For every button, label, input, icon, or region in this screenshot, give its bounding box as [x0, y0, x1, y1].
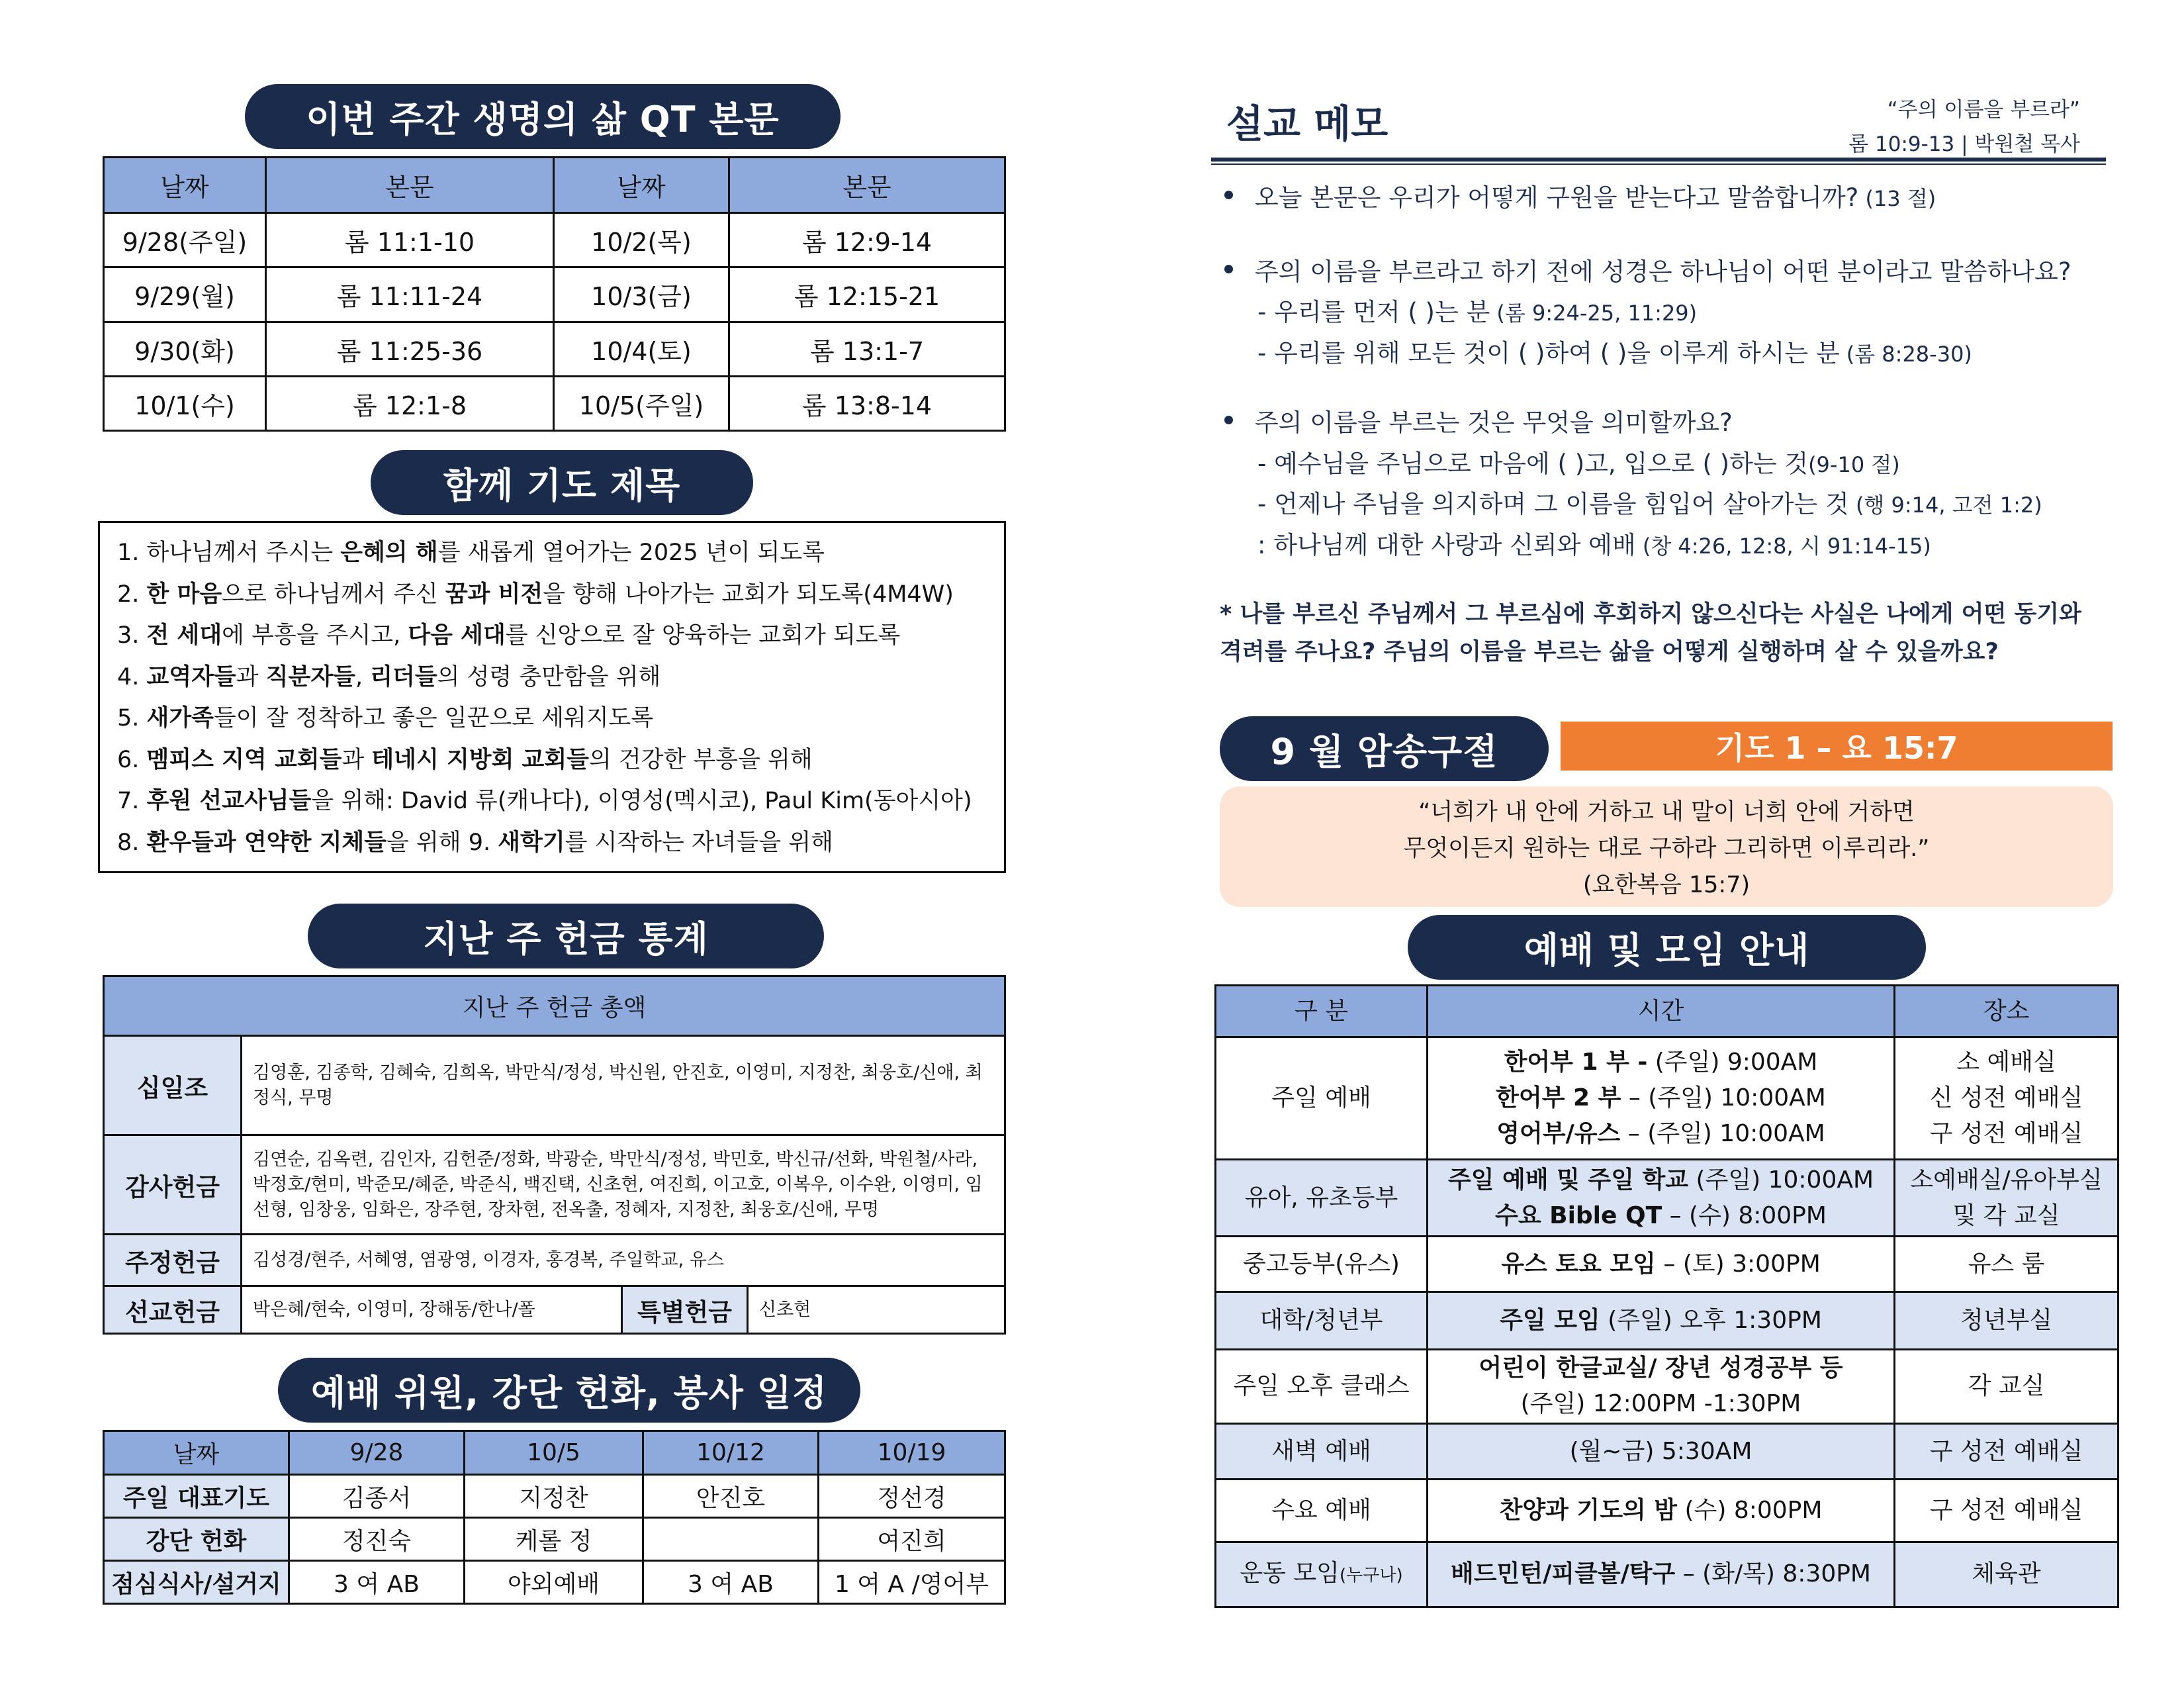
thanks-names: 김연순, 김옥련, 김인자, 김헌준/정화, 박광순, 박만식/정성, 박민호, 박신규/선화, 박원철/사라, 박정호/현미, 박준모/혜준, 박준식, 백진택, 신초현, 여진희, 이고호, 이복우, 이수완, 이영미, 임선형, 임창웅, 임화은, 장주현, 장차현, 전옥출, 정혜자, 지정찬, 최웅호/신애, 무명 — [242, 1135, 1005, 1235]
worship-place: 청년부실 — [1895, 1292, 2118, 1349]
schedule-header: 10/12 — [643, 1431, 819, 1475]
schedule-cell: 안진호 — [643, 1475, 819, 1518]
prayer-item: 1. 하나님께서 주시는 은혜의 해를 새롭게 열어가는 2025 년이 되도록 — [117, 540, 825, 566]
worship-time: 어린이 한글교실/ 장년 성경공부 등 (주일) 12:00PM -1:30PM — [1428, 1349, 1895, 1423]
worship-place: 구 성전 예배실 — [1895, 1480, 2118, 1542]
worship-table — [1214, 984, 2119, 1608]
schedule-role: 주일 대표기도 — [104, 1475, 289, 1518]
table-row — [1216, 1159, 2118, 1236]
qt-date: 10/2(목) — [554, 213, 729, 267]
prayer-list — [98, 521, 1006, 873]
table-row — [1216, 1480, 2118, 1542]
memo-subquestion: - 언제나 주님을 의지하며 그 이름을 힘입어 살아가는 것 (행 9:14, 고전 1:2) — [1257, 490, 2042, 518]
qt-passage: 롬 12:9-14 — [729, 213, 1005, 267]
offering-table-title: 지난 주 헌금 총액 — [104, 976, 1005, 1036]
qt-date: 10/5(주일) — [554, 376, 729, 430]
schedule-title: 예배 위원, 강단 헌화, 봉사 일정 — [278, 1358, 860, 1423]
table-row — [1216, 1037, 2118, 1160]
qt-passage: 롬 12:15-21 — [729, 267, 1005, 322]
qt-header-passage: 본문 — [266, 158, 554, 213]
qt-title: 이번 주간 생명의 삶 QT 본문 — [245, 84, 841, 149]
memo-question: 주의 이름을 부르라고 하기 전에 성경은 하나님이 어떤 분이라고 말씀하나요? — [1255, 258, 2071, 286]
schedule-cell: 지정찬 — [465, 1475, 643, 1518]
memo-subquestion: - 예수님을 주님으로 마음에 ( )고, 입으로 ( )하는 것(9-10 절) — [1257, 449, 1900, 478]
worship-header: 구 분 — [1216, 986, 1428, 1037]
schedule-cell: 야외예배 — [465, 1561, 643, 1604]
schedule-cell: 여진희 — [819, 1518, 1005, 1561]
memory-verse-title: 9 월 암송구절 — [1220, 716, 1549, 781]
worship-place: 소 예배실 신 성전 예배실 구 성전 예배실 — [1895, 1037, 2118, 1160]
verse-line: 무엇이든지 원하는 대로 구하라 그리하면 이루리라.” — [1403, 835, 1930, 862]
fixed-offering-label: 주정헌금 — [104, 1235, 242, 1286]
qt-date: 10/4(토) — [554, 322, 729, 376]
qt-passage: 롬 13:1-7 — [729, 322, 1005, 376]
worship-time: 찬양과 기도의 밤 (수) 8:00PM — [1428, 1480, 1895, 1542]
table-row — [1216, 1349, 2118, 1423]
memory-verse-reference: 기도 1 – 요 15:7 — [1561, 722, 2113, 771]
qt-date: 10/1(수) — [104, 376, 266, 430]
prayer-item: 7. 후원 선교사님들을 위해: David 류(캐나다), 이영성(멕시코), Paul Kim(동아시아) — [117, 788, 972, 814]
worship-header: 장소 — [1895, 986, 2118, 1037]
schedule-header: 날짜 — [104, 1431, 289, 1475]
offering-table — [103, 975, 1006, 1335]
qt-passage: 롬 12:1-8 — [266, 376, 554, 430]
worship-place: 유스 룸 — [1895, 1237, 2118, 1292]
schedule-role: 점심식사/설거지 — [104, 1561, 289, 1604]
verse-line: “너희가 내 안에 거하고 내 말이 너희 안에 거하면 — [1418, 799, 1915, 825]
worship-place: 각 교실 — [1895, 1349, 2118, 1423]
worship-time: 주일 모임 (주일) 오후 1:30PM — [1428, 1292, 1895, 1349]
table-row — [104, 1561, 1005, 1604]
table-row — [104, 376, 1005, 430]
memory-verse-text — [1220, 786, 2113, 907]
divider — [1211, 164, 2106, 165]
prayer-item: 3. 전 세대에 부흥을 주시고, 다음 세대를 신앙으로 잘 양육하는 교회가 되도록 — [117, 622, 901, 649]
worship-info-title: 예배 및 모임 안내 — [1408, 915, 1926, 980]
qt-passage: 롬 13:8-14 — [729, 376, 1005, 430]
qt-passage: 롬 11:11-24 — [266, 267, 554, 322]
sermon-memo-title: 설교 메모 — [1226, 101, 1388, 146]
worship-category: 유아, 유초등부 — [1216, 1159, 1428, 1236]
worship-category: 주일 오후 클래스 — [1216, 1349, 1428, 1423]
application-question: 격려를 주나요? 주님의 이름을 부르는 삶을 어떻게 실행하며 살 수 있을까요? — [1220, 639, 1999, 665]
tithe-names: 김영훈, 김종학, 김혜숙, 김희옥, 박만식/정성, 박신원, 안진호, 이영미, 지정찬, 최웅호/신애, 최정식, 무명 — [242, 1036, 1005, 1135]
tithe-label: 십일조 — [104, 1036, 242, 1135]
qt-header-date: 날짜 — [104, 158, 266, 213]
worship-time: (월~금) 5:30AM — [1428, 1424, 1895, 1480]
schedule-role: 강단 헌화 — [104, 1518, 289, 1561]
schedule-cell: 정선경 — [819, 1475, 1005, 1518]
prayer-title: 함께 기도 제목 — [371, 450, 753, 515]
schedule-cell: 3 여 AB — [289, 1561, 465, 1604]
table-row — [1216, 1424, 2118, 1480]
sermon-verse: 롬 10:9-13 | 박원철 목사 — [1848, 132, 2080, 156]
worship-category: 대학/청년부 — [1216, 1292, 1428, 1349]
divider — [1211, 158, 2106, 162]
table-row — [104, 322, 1005, 376]
worship-time: 주일 예배 및 주일 학교 (주일) 10:00AM 수요 Bible QT – (수) 8:00PM — [1428, 1159, 1895, 1236]
worship-header: 시간 — [1428, 986, 1895, 1037]
mission-names: 박은혜/현숙, 이영미, 장해동/한나/폴 — [242, 1286, 622, 1334]
memo-subquestion: - 우리를 먼저 ( )는 분 (롬 9:24-25, 11:29) — [1257, 298, 1698, 326]
worship-category: 주일 예배 — [1216, 1037, 1428, 1160]
memo-question: 주의 이름을 부르는 것은 무엇을 의미할까요? — [1255, 408, 1733, 437]
worship-category: 새벽 예배 — [1216, 1424, 1428, 1480]
worship-place: 체육관 — [1895, 1542, 2118, 1607]
worship-place: 구 성전 예배실 — [1895, 1424, 2118, 1480]
sermon-reference — [1848, 93, 2080, 162]
table-row — [104, 213, 1005, 267]
qt-header-date: 날짜 — [554, 158, 729, 213]
memo-subquestion: : 하나님께 대한 사랑과 신뢰와 예배 (창 4:26, 12:8, 시 91:14-15) — [1257, 531, 1931, 559]
qt-date: 9/29(월) — [104, 267, 266, 322]
worship-category: 운동 모임(누구나) — [1216, 1542, 1428, 1607]
memo-question: 오늘 본문은 우리가 어떻게 구원을 받는다고 말씀합니까? (13 절) — [1255, 183, 1936, 212]
bullet-icon — [1224, 265, 1233, 273]
application-question: * 나를 부르신 주님께서 그 부르심에 후회하지 않으신다는 사실은 나에게 어떤 동기와 — [1220, 601, 2081, 628]
table-row — [1216, 1237, 2118, 1292]
bullet-icon — [1224, 191, 1233, 199]
verse-citation: (요한복음 15:7) — [1582, 872, 1751, 898]
special-names: 신초현 — [748, 1286, 1005, 1334]
mission-label: 선교헌금 — [104, 1286, 242, 1334]
memo-subquestion: - 우리를 위해 모든 것이 ( )하여 ( )을 이루게 하시는 분 (롬 8:28-30) — [1257, 339, 1972, 367]
schedule-cell: 정진숙 — [289, 1518, 465, 1561]
qt-table — [103, 156, 1006, 432]
prayer-item: 2. 한 마음으로 하나님께서 주신 꿈과 비전을 향해 나아가는 교회가 되도록(4M4W) — [117, 581, 954, 608]
schedule-header: 9/28 — [289, 1431, 465, 1475]
table-row — [1216, 1292, 2118, 1349]
worship-time: 배드민턴/피클볼/탁구 – (화/목) 8:30PM — [1428, 1542, 1895, 1607]
schedule-cell: 김종서 — [289, 1475, 465, 1518]
qt-header-passage: 본문 — [729, 158, 1005, 213]
thanks-label: 감사헌금 — [104, 1135, 242, 1235]
prayer-item: 5. 새가족들이 잘 정착하고 좋은 일꾼으로 세워지도록 — [117, 705, 654, 731]
prayer-item: 8. 환우들과 연약한 지체들을 위해 9. 새학기를 시작하는 자녀들을 위해 — [117, 829, 833, 856]
prayer-item: 4. 교역자들과 직분자들, 리더들의 성령 충만함을 위해 — [117, 663, 661, 690]
schedule-cell: 3 여 AB — [643, 1561, 819, 1604]
schedule-table — [103, 1430, 1006, 1605]
worship-time: 유스 토요 모임 – (토) 3:00PM — [1428, 1237, 1895, 1292]
schedule-header: 10/5 — [465, 1431, 643, 1475]
qt-passage: 롬 11:25-36 — [266, 322, 554, 376]
schedule-header: 10/19 — [819, 1431, 1005, 1475]
qt-date: 9/28(주일) — [104, 213, 266, 267]
special-label: 특별헌금 — [622, 1286, 748, 1334]
worship-place: 소예배실/유아부실 및 각 교실 — [1895, 1159, 2118, 1236]
bullet-icon — [1224, 416, 1233, 424]
fixed-offering-names: 김성경/현주, 서혜영, 염광영, 이경자, 홍경복, 주일학교, 유스 — [242, 1235, 1005, 1286]
qt-date: 9/30(화) — [104, 322, 266, 376]
schedule-cell: 케롤 정 — [465, 1518, 643, 1561]
qt-passage: 롬 11:1-10 — [266, 213, 554, 267]
offering-title: 지난 주 헌금 통계 — [308, 904, 824, 968]
table-row — [1216, 1542, 2118, 1607]
qt-date: 10/3(금) — [554, 267, 729, 322]
schedule-cell — [643, 1518, 819, 1561]
worship-time: 한어부 1 부 - (주일) 9:00AM 한어부 2 부 – (주일) 10:00AM 영어부/유스 – (주일) 10:00AM — [1428, 1037, 1895, 1160]
sermon-title: “주의 이름을 부르라” — [1887, 98, 2080, 122]
worship-category: 수요 예배 — [1216, 1480, 1428, 1542]
schedule-cell: 1 여 A /영어부 — [819, 1561, 1005, 1604]
table-row — [104, 267, 1005, 322]
table-row — [104, 1518, 1005, 1561]
table-row — [104, 1475, 1005, 1518]
worship-category: 중고등부(유스) — [1216, 1237, 1428, 1292]
prayer-item: 6. 멤피스 지역 교회들과 테네시 지방회 교회들의 건강한 부흥을 위해 — [117, 746, 813, 773]
